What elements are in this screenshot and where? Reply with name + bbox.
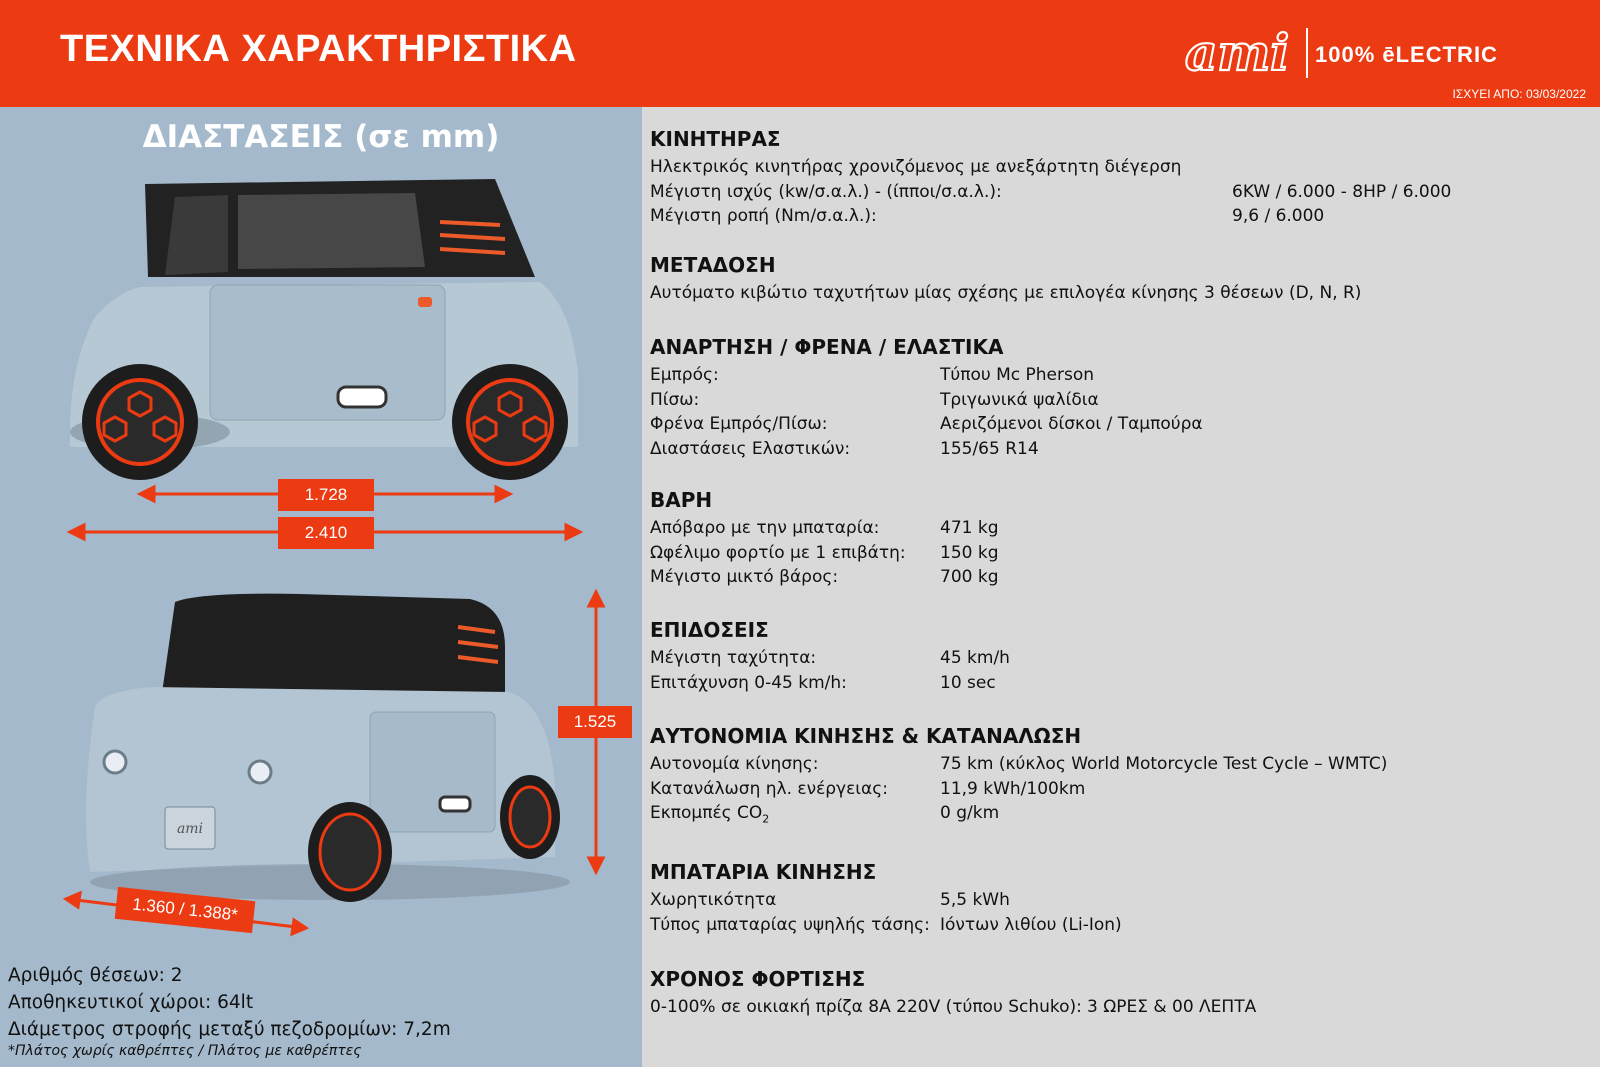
spec-row: Μέγιστη ισχύς (kw/σ.α.λ.) - (ίπποι/σ.α.λ.): 6KW / 6.000 - 8HP / 6.000	[650, 181, 1452, 202]
range-title: ΑΥΤΟΝΟΜΙΑ ΚΙΝΗΣΗΣ & ΚΑΤΑΝΑΛΩΣΗ	[650, 724, 1082, 748]
performance-title: ΕΠΙΔΟΣΕΙΣ	[650, 618, 769, 642]
suspension-section	[650, 335, 1203, 463]
length-label: 2.410	[278, 517, 374, 549]
spec-row: Μέγιστο μικτό βάρος: 700 kg	[650, 567, 999, 587]
spec-row: Φρένα Εμπρός/Πίσω: Αεριζόμενοι δίσκοι / Ταμπούρα	[650, 414, 1203, 434]
transmission-title: ΜΕΤΑΔΟΣΗ	[650, 253, 776, 277]
suspension-title: ΑΝΑΡΤΗΣΗ / ΦΡΕΝΑ / ΕΛΑΣΤΙΚΑ	[650, 335, 1004, 359]
plate-text: ami	[176, 821, 204, 837]
transmission-desc: Αυτόματο κιβώτιο ταχυτήτων μίας σχέσης με επιλογέα κίνησης 3 θέσεων (D, N, R)	[650, 283, 1362, 303]
weights-section	[650, 488, 999, 592]
logo-tagline: 100% ēLECTRIC	[1315, 42, 1498, 67]
charging-title: ΧΡΟΝΟΣ ΦΟΡΤΙΣΗΣ	[650, 967, 866, 991]
spec-row: Πίσω: Τριγωνικά ψαλίδια	[650, 389, 1099, 410]
car-illustrations	[0, 107, 642, 1067]
page-title: ΤΕΧΝΙΚΑ ΧΑΡΑΚΤΗΡΙΣΤΙΚΑ	[60, 28, 577, 70]
charging-section	[650, 967, 1257, 1022]
spec-row: Χωρητικότητα 5,5 kWh	[650, 890, 1010, 910]
range-section	[650, 724, 1388, 828]
performance-section	[650, 618, 1010, 697]
spec-row: Μέγιστη ροπή (Nm/σ.α.λ.): 9,6 / 6.000	[650, 206, 1325, 226]
spec-row: Διαστάσεις Ελαστικών: 155/65 R14	[650, 438, 1039, 459]
car-side-view	[70, 179, 578, 480]
battery-title: ΜΠΑΤΑΡΙΑ ΚΙΝΗΣΗΣ	[650, 860, 877, 884]
storage-note: Αποθηκευτικοί χώροι: 64lt	[8, 992, 254, 1013]
spec-row: Αυτονομία κίνησης: 75 km (κύκλος World Motorcycle Test Cycle – WMTC)	[650, 754, 1388, 774]
spec-row: Εμπρός: Τύπου Mc Pherson	[650, 365, 1095, 385]
dimensions-title: ΔΙΑΣΤΑΣΕΙΣ (σε mm)	[142, 119, 500, 155]
ami-logo	[1185, 22, 1555, 84]
seats-note: Αριθμός θέσεων: 2	[8, 965, 183, 986]
turning-note: Διάμετρος στροφής μεταξύ πεζοδρομίων: 7,2m	[8, 1019, 451, 1040]
validity-date: ΙΣΧΥΕΙ ΑΠΟ: 03/03/2022	[1452, 87, 1586, 101]
spec-row: Κατανάλωση ηλ. ενέργειας: 11,9 kWh/100km	[650, 778, 1086, 799]
logo-brand: ami	[1185, 23, 1290, 82]
co2-row: Εκπομπές $CO_2$ 0 g/km	[650, 803, 1000, 826]
spec-row: Ωφέλιμο φορτίο με 1 επιβάτη: 150 kg	[650, 542, 999, 563]
width-label: 1.360 / 1.388*	[115, 887, 256, 933]
dimensions-panel	[0, 107, 642, 1067]
height-label: 1.525	[558, 706, 632, 738]
engine-desc: Ηλεκτρικός κινητήρας χρονιζόμενος με ανεξάρτητη διέγερση	[650, 157, 1182, 177]
engine-title: ΚΙΝΗΤΗΡΑΣ	[650, 127, 781, 151]
weights-title: ΒΑΡΗ	[650, 488, 713, 512]
car-front-view	[86, 594, 570, 902]
spec-row: Επιτάχυνση 0-45 km/h: 10 sec	[650, 672, 996, 693]
engine-section	[650, 127, 1452, 231]
spec-row: 0-100% σε οικιακή πρίζα 8A 220V (τύπου Schuko): 3 ΩΡΕΣ & 00 ΛΕΠΤΑ	[650, 997, 1257, 1017]
general-notes	[8, 962, 451, 1043]
header-bar	[0, 0, 1600, 107]
transmission-section	[650, 253, 1362, 308]
width-footnote: *Πλάτος χωρίς καθρέπτες / Πλάτος με καθρέπτες	[8, 1043, 362, 1059]
spec-row: Τύπος μπαταρίας υψηλής τάσης: Ιόντων λιθίου (Li-Ion)	[650, 914, 1122, 935]
spec-row: Απόβαρο με την μπαταρία: 471 kg	[650, 518, 999, 538]
spec-row: Μέγιστη ταχύτητα: 45 km/h	[650, 648, 1010, 668]
wheelbase-label: 1.728	[278, 479, 374, 511]
battery-section	[650, 860, 1122, 939]
